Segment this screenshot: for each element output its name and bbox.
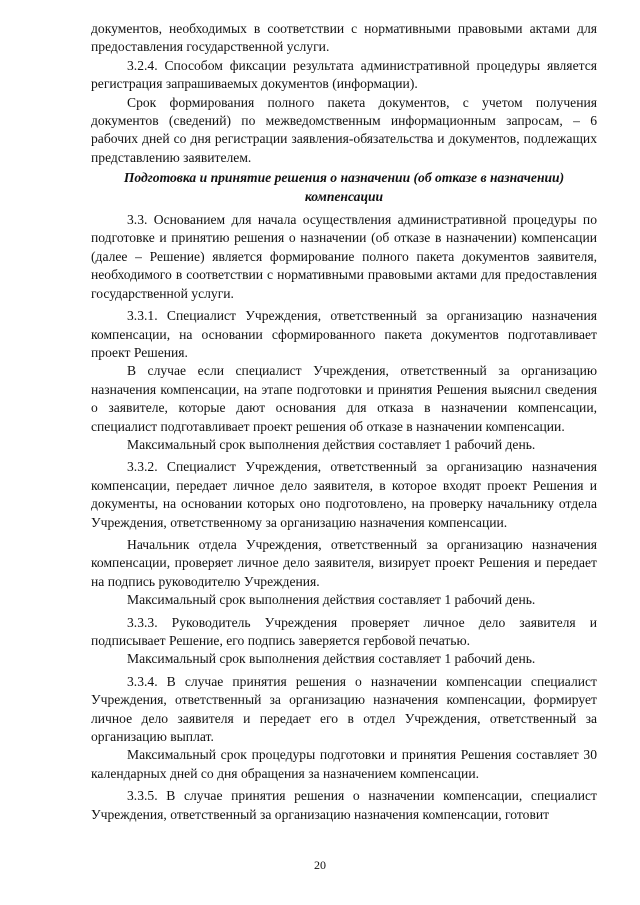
paragraph-max-term-procedure: Максимальный срок процедуры подготовки и принятия Решения составляет 30 календарных дней со дня обращения за назначением компенсации. [91,747,597,781]
paragraph-3-3: 3.3. Основанием для начала осуществления административной процедуры по подготовке и принятию решения о назначении (об отказе в назначении) компенсации (далее – Решение) является формирование полного пакета документов заявителя, необходимого в соответствии с нормативными правовыми актами для предоставления государственной услуги. [91,212,597,301]
paragraph-max-term-3: Максимальный срок выполнения действия составляет 1 рабочий день. [127,651,536,667]
paragraph-max-term-1: Максимальный срок выполнения действия составляет 1 рабочий день. [127,436,536,452]
paragraph-refusal-case: В случае если специалист Учреждения, ответственный за организацию назначения компенсации, на этапе подготовки и принятия Решения выяснил сведения о заявителе, которые дают основания для отказа в назначении компенсации, специалист подготавливает проект решения об отказе в назначении компенсации. [91,363,597,434]
section-heading: Подготовка и принятие решения о назначении (об отказе в назначении) компенсации [123,170,565,204]
document-page [91,20,597,900]
paragraph-3-2-4: 3.2.4. Способом фиксации результата административной процедуры является регистрация запрашиваемых документов (информации). [91,57,597,92]
paragraph-deadline-package: Срок формирования полного пакета документов, с учетом получения документов (сведений) по межведомственным информационным запросам, – 6 рабочих дней со дня регистрации заявления-обязательства и документов, подлежащих представлению заявителем. [91,94,597,165]
paragraph-3-3-1: 3.3.1. Специалист Учреждения, ответственный за организацию назначения компенсации, на основании сформированного пакета документов подготавливает проект Решения. [91,308,597,360]
paragraph-continuation: документов, необходимых в соответствии с нормативными правовыми актами для предоставления государственной услуги. [91,21,597,55]
paragraph-max-term-2: Максимальный срок выполнения действия составляет 1 рабочий день. [127,592,536,608]
paragraph-department-head: Начальник отдела Учреждения, ответственный за организацию назначения компенсации, проверяет личное дело заявителя, визирует проект Решения и передает на подпись руководителю Учреждения. [91,536,597,589]
paragraph-3-3-5: 3.3.5. В случае принятия решения о назначении компенсации, специалист Учреждения, ответственный за организацию назначения компенсации, готовит [91,788,597,822]
page-number: 20 [314,858,326,872]
paragraph-3-3-3: 3.3.3. Руководитель Учреждения проверяет личное дело заявителя и подписывает Решение, его подпись заверяется гербовой печатью. [91,614,597,648]
paragraph-3-3-2: 3.3.2. Специалист Учреждения, ответственный за организацию назначения компенсации, передает личное дело заявителя, в которое входят проект Решения и документы, на основании которых оно подготовлено, на проверку начальнику отдела Учреждения, ответственному за организацию назначения компенсации. [91,459,597,530]
paragraph-3-3-4: 3.3.4. В случае принятия решения о назначении компенсации специалист Учреждения, ответственный за организацию назначения компенсации, формирует личное дело заявителя и передает его в отдел Учреждения, ответственный за организацию выплат. [91,673,597,745]
